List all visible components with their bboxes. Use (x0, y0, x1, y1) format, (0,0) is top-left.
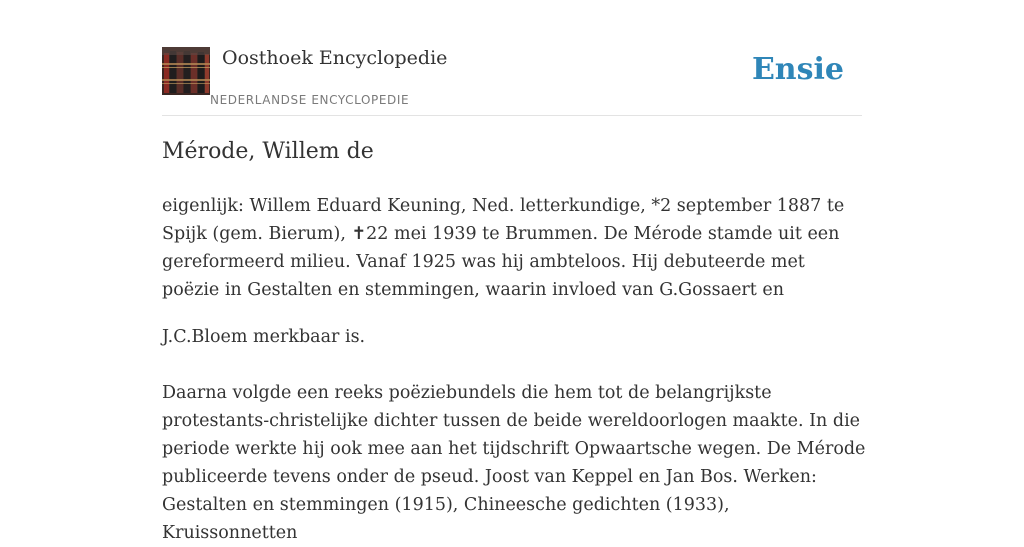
book-spines-icon[interactable] (162, 47, 210, 95)
article-paragraph: J.C.Bloem merkbaar is. (162, 327, 366, 347)
site-subtitle: NEDERLANDSE ENCYCLOPEDIE (210, 93, 410, 107)
article-title: Mérode, Willem de (162, 139, 374, 164)
article-body (162, 192, 866, 547)
site-name[interactable]: Oosthoek Encyclopedie (222, 47, 448, 69)
article-paragraph: eigenlijk: Willem Eduard Keuning, Ned. letterkundige, *2 september 1887 te Spijk (gem. Bierum), ✝22 mei 1939 te Brummen. De Mérode stamde uit een gereformeerd milieu. Vanaf 1925 was hij ambteloos. Hij debuteerde met poëzie in Gestalten en stemmingen, waarin invloed van G.Gossaert en (162, 196, 845, 300)
article-paragraph: Daarna volgde een reeks poëziebundels die hem tot de belangrijkste protestants-christelijke dichter tussen de beide wereldoorlogen maakte. In die periode werkte hij ook mee aan het tijdschrift Opwaartsche wegen. De Mérode publiceerde tevens onder de pseud. Joost van Keppel en Jan Bos. Werken: Gestalten en stemmingen (1915), Chineesche gedichten (1933), Kruissonnetten (162, 383, 866, 543)
site-header (162, 46, 862, 116)
ensie-logo-link[interactable]: Ensie (751, 52, 844, 87)
